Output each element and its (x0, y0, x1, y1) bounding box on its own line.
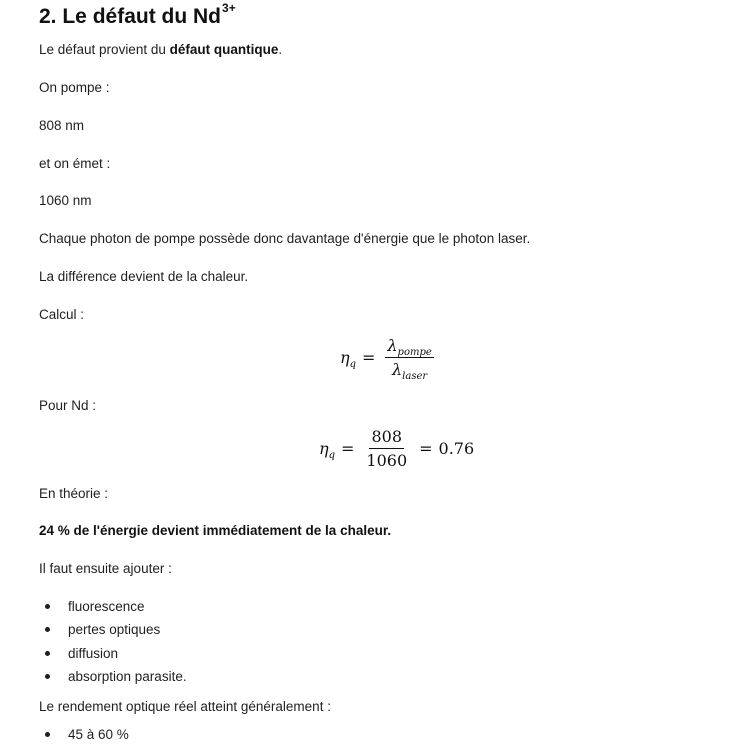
add-label: Il faut ensuite ajouter : (39, 561, 172, 576)
photon-paragraph: Chaque photon de pompe possède donc davantage d'énergie que le photon laser. (39, 231, 531, 246)
efficiency-label: Le rendement optique réel atteint généralement : (39, 699, 331, 714)
calc-label: Calcul : (39, 307, 85, 322)
nd-label: Pour Nd : (39, 398, 97, 413)
theory-statement: 24 % de l'énergie devient immédiatement de la chaleur. (39, 523, 392, 538)
intro-paragraph: Le défaut provient du défaut quantique. (39, 42, 283, 57)
section-heading: 2. Le défaut du $Nd^{3+}$ (39, 1, 236, 28)
pump-label: On pompe : (39, 80, 110, 95)
difference-paragraph: La différence devient de la chaleur. (39, 269, 249, 284)
emit-value: 1060 nm (39, 193, 92, 208)
list-item: absorption parasite. (39, 665, 187, 688)
heading-superscript: 3+ (222, 1, 236, 15)
efficiency-result: 0.76 (438, 439, 475, 458)
losses-list (39, 595, 187, 688)
theory-label: En théorie : (39, 486, 109, 501)
intro-bold: défaut quantique (169, 42, 279, 57)
emit-label: et on émet : (39, 156, 111, 171)
nd-efficiency-formula: $\eta_q$ = $\frac{808}{1060}$ = 0.76 (319, 427, 475, 470)
efficiency-list (39, 723, 129, 746)
list-item: fluorescence (39, 595, 187, 618)
list-item: diffusion (39, 642, 187, 665)
list-item: 45 à 60 % (39, 723, 129, 746)
list-item: pertes optiques (39, 618, 187, 641)
pump-value: 808 nm (39, 118, 85, 133)
efficiency-formula: $\eta_q$ = $\frac{\lambda_{pompe}}{\lambda_{laser}}$ (340, 336, 432, 382)
